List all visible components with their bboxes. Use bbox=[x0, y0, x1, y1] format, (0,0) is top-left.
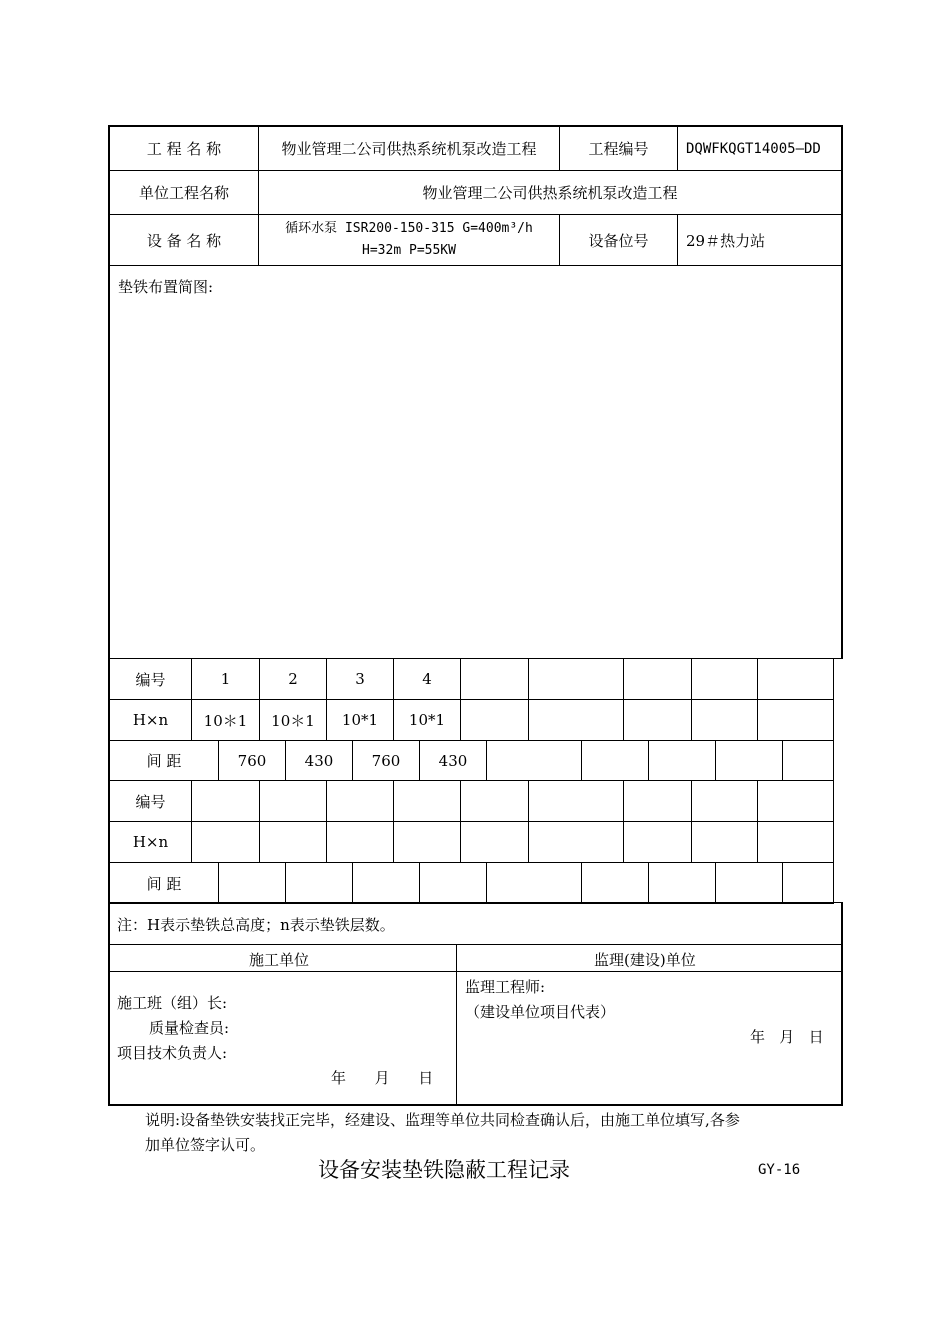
table2-spacing-row-cell bbox=[285, 862, 353, 904]
equipment-value bbox=[258, 214, 560, 266]
table2-hn-row-cell bbox=[691, 821, 758, 863]
table1-hn-row-cell: 10*1 bbox=[326, 699, 394, 741]
table2-spacing-row-cell bbox=[352, 862, 420, 904]
table2-no-row-cell bbox=[259, 780, 327, 822]
table2-hn-row-cell bbox=[259, 821, 327, 863]
table1-hn-row-cell bbox=[528, 699, 624, 741]
construction-date: 年 月 日 bbox=[331, 1069, 434, 1087]
owner-rep-label: （建设单位项目代表） bbox=[465, 1003, 616, 1021]
note-text: 注：H表示垫铁总高度；n表示垫铁层数。 bbox=[117, 916, 395, 934]
table2-hn-row-cell bbox=[757, 821, 834, 863]
table1-hn-row-cell bbox=[757, 699, 834, 741]
supervisor-label: 监理工程师: bbox=[465, 978, 546, 996]
table2-no-row-cell bbox=[623, 780, 692, 822]
table2-spacing-row-cell bbox=[782, 862, 834, 904]
table2-no-row-cell bbox=[393, 780, 461, 822]
table2-spacing-row-cell bbox=[486, 862, 582, 904]
table1-spacing-row-cell bbox=[715, 740, 783, 781]
table1-hn-row-cell: 10＊1 bbox=[191, 699, 260, 741]
tech-lead-label: 项目技术负责人: bbox=[117, 1044, 228, 1062]
table1-no-row-cell: 4 bbox=[393, 658, 461, 700]
project-no-value: DQWFKQGT14005—DD bbox=[677, 125, 843, 171]
form-code: GY-16 bbox=[758, 1162, 801, 1178]
table1-no-row-cell bbox=[691, 658, 758, 700]
position-value: 29＃热力站 bbox=[677, 214, 843, 266]
unit-project-label: 单位工程名称 bbox=[108, 170, 259, 215]
table2-no-row-cell bbox=[326, 780, 394, 822]
project-name-label: 工 程 名 称 bbox=[108, 125, 259, 171]
table1-hn-row-cell bbox=[691, 699, 758, 741]
table2-spacing-row-cell bbox=[419, 862, 487, 904]
table2-spacing-row-cell bbox=[581, 862, 649, 904]
table2-no-row-cell bbox=[191, 780, 260, 822]
diagram-label: 垫铁布置简图: bbox=[118, 278, 214, 296]
quality-inspector-label: 质量检查员: bbox=[149, 1019, 230, 1037]
signature-divider bbox=[456, 944, 457, 1105]
table1-hn-row-cell: 10*1 bbox=[393, 699, 461, 741]
signature-header-line bbox=[108, 971, 843, 972]
position-label: 设备位号 bbox=[559, 214, 678, 266]
table2-spacing-row-cell bbox=[648, 862, 716, 904]
table1-spacing-row-cell: 430 bbox=[285, 740, 353, 781]
unit-project-value: 物业管理二公司供热系统机泵改造工程 bbox=[258, 170, 843, 215]
equipment-line2: H=32m P=55KW bbox=[362, 243, 456, 258]
table2-hn-row-label: H×n bbox=[108, 821, 192, 863]
table2-spacing-row-cell bbox=[715, 862, 783, 904]
table1-hn-row-label: H×n bbox=[108, 699, 192, 741]
table2-no-row-label: 编号 bbox=[108, 780, 192, 822]
table2-no-row-cell bbox=[691, 780, 758, 822]
table1-no-row-cell bbox=[528, 658, 624, 700]
table1-spacing-row-cell bbox=[581, 740, 649, 781]
table2-hn-row-cell bbox=[528, 821, 624, 863]
table1-spacing-row-cell bbox=[486, 740, 582, 781]
form-title: 设备安装垫铁隐蔽工程记录 bbox=[318, 1158, 570, 1182]
table1-no-row-cell: 3 bbox=[326, 658, 394, 700]
table1-no-row-cell bbox=[757, 658, 834, 700]
table2-spacing-row-cell bbox=[218, 862, 286, 904]
table1-hn-row-cell: 10＊1 bbox=[259, 699, 327, 741]
table1-spacing-row-cell bbox=[648, 740, 716, 781]
table2-hn-row-cell bbox=[393, 821, 461, 863]
table2-no-row-cell bbox=[528, 780, 624, 822]
table2-hn-row-cell bbox=[460, 821, 529, 863]
table2-no-row-cell bbox=[460, 780, 529, 822]
diagram-area bbox=[108, 265, 843, 659]
equipment-line1: 循环水泵 ISR200-150-315 G=400m³/h bbox=[285, 221, 533, 236]
supervision-date: 年 月 日 bbox=[750, 1028, 824, 1046]
construction-unit-label: 施工单位 bbox=[249, 951, 310, 969]
table1-spacing-row-label: 间 距 bbox=[108, 740, 219, 781]
table1-hn-row-cell bbox=[623, 699, 692, 741]
table2-hn-row-cell bbox=[191, 821, 260, 863]
table2-no-row-cell bbox=[757, 780, 834, 822]
table2-hn-row-cell bbox=[623, 821, 692, 863]
equipment-label: 设 备 名 称 bbox=[108, 214, 259, 266]
explanation-line2: 加单位签字认可。 bbox=[145, 1136, 266, 1154]
table1-spacing-row-cell: 760 bbox=[218, 740, 286, 781]
table1-no-row-cell: 2 bbox=[259, 658, 327, 700]
project-no-label: 工程编号 bbox=[559, 125, 678, 171]
table2-hn-row-cell bbox=[326, 821, 394, 863]
table1-no-row-cell bbox=[623, 658, 692, 700]
table1-hn-row-cell bbox=[460, 699, 529, 741]
table1-no-row-cell: 1 bbox=[191, 658, 260, 700]
team-leader-label: 施工班（组）长: bbox=[117, 994, 228, 1012]
table1-spacing-row-cell: 430 bbox=[419, 740, 487, 781]
table1-spacing-row-cell bbox=[782, 740, 834, 781]
explanation-line1: 说明:设备垫铁安装找正完毕，经建设、监理等单位共同检查确认后，由施工单位填写,各参 bbox=[145, 1111, 740, 1129]
project-name-value: 物业管理二公司供热系统机泵改造工程 bbox=[258, 125, 560, 171]
supervision-unit-label: 监理(建设)单位 bbox=[594, 951, 696, 969]
table2-spacing-row-label: 间 距 bbox=[108, 862, 219, 904]
table1-no-row-label: 编号 bbox=[108, 658, 192, 700]
table1-no-row-cell bbox=[460, 658, 529, 700]
table1-spacing-row-cell: 760 bbox=[352, 740, 420, 781]
